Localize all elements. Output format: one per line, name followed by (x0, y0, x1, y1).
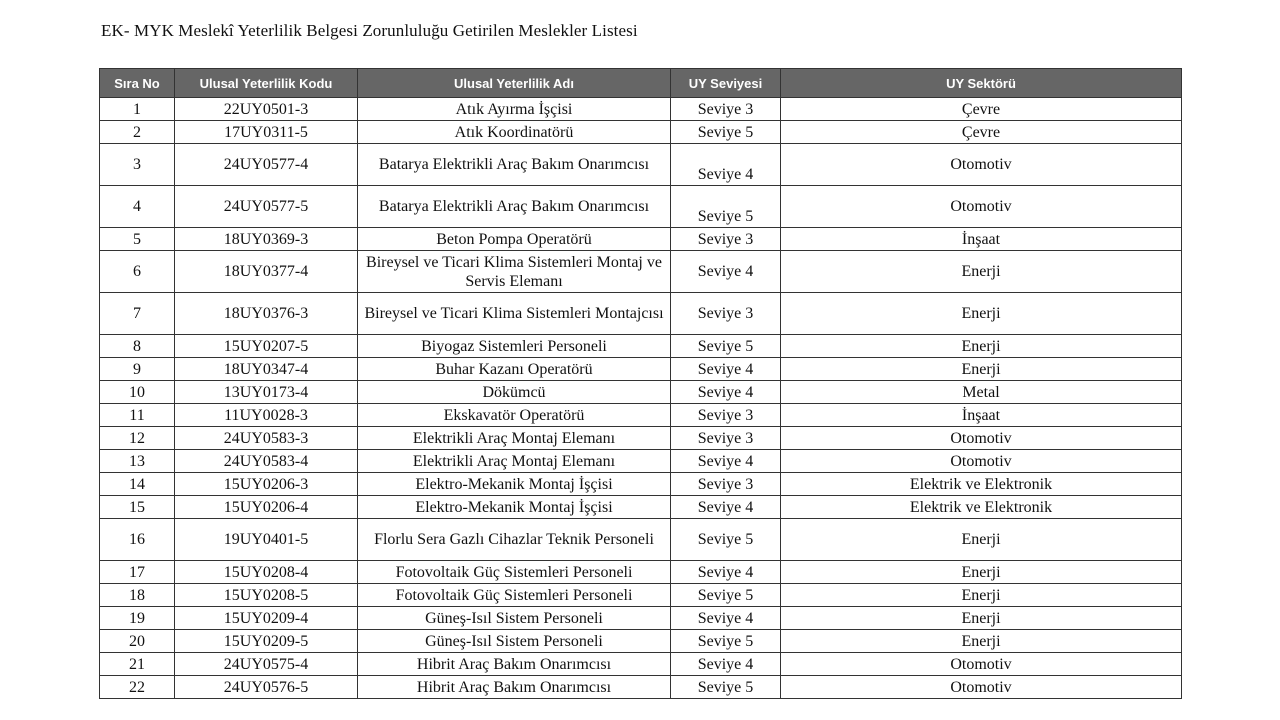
table-row (100, 653, 1182, 676)
qualification-name: Dökümcü (358, 381, 671, 404)
table-row (100, 450, 1182, 473)
table-header-row (100, 69, 1182, 98)
qualification-sector: Otomotiv (781, 653, 1182, 676)
qualification-sector: Otomotiv (781, 427, 1182, 450)
table-row (100, 228, 1182, 251)
row-number: 17 (100, 561, 175, 584)
row-number: 4 (100, 186, 175, 228)
table-row (100, 335, 1182, 358)
qualification-name: Ekskavatör Operatörü (358, 404, 671, 427)
qualification-code: 24UY0576-5 (175, 676, 358, 699)
table-row (100, 607, 1182, 630)
qualification-level: Seviye 4 (671, 381, 781, 404)
row-number: 18 (100, 584, 175, 607)
qualification-level: Seviye 4 (671, 653, 781, 676)
occupations-table (99, 68, 1182, 699)
qualification-name: Elektrikli Araç Montaj Elemanı (358, 427, 671, 450)
row-number: 21 (100, 653, 175, 676)
qualification-name: Güneş-Isıl Sistem Personeli (358, 607, 671, 630)
qualification-code: 22UY0501-3 (175, 98, 358, 121)
table-row (100, 584, 1182, 607)
qualification-code: 17UY0311-5 (175, 121, 358, 144)
qualification-code: 11UY0028-3 (175, 404, 358, 427)
qualification-level: Seviye 3 (671, 293, 781, 335)
row-number: 8 (100, 335, 175, 358)
qualification-level: Seviye 5 (671, 335, 781, 358)
qualification-level: Seviye 3 (671, 228, 781, 251)
qualification-name: Atık Ayırma İşçisi (358, 98, 671, 121)
qualification-level: Seviye 5 (671, 519, 781, 561)
qualification-code: 24UY0583-4 (175, 450, 358, 473)
qualification-level: Seviye 5 (671, 676, 781, 699)
qualification-sector: Enerji (781, 519, 1182, 561)
row-number: 9 (100, 358, 175, 381)
qualification-code: 15UY0207-5 (175, 335, 358, 358)
qualification-sector: Enerji (781, 584, 1182, 607)
qualification-level: Seviye 3 (671, 427, 781, 450)
table-row (100, 496, 1182, 519)
qualification-level: Seviye 5 (671, 584, 781, 607)
qualification-code: 18UY0369-3 (175, 228, 358, 251)
row-number: 13 (100, 450, 175, 473)
row-number: 6 (100, 251, 175, 293)
qualification-level: Seviye 3 (671, 404, 781, 427)
qualification-sector: Çevre (781, 98, 1182, 121)
qualification-level: Seviye 4 (671, 251, 781, 293)
row-number: 3 (100, 144, 175, 186)
qualification-level: Seviye 5 (671, 630, 781, 653)
qualification-level: Seviye 5 (671, 121, 781, 144)
qualification-level: Seviye 4 (671, 496, 781, 519)
qualification-name: Bireysel ve Ticari Klima Sistemleri Montaj ve Servis Elemanı (358, 251, 671, 293)
row-number: 7 (100, 293, 175, 335)
qualification-name: Hibrit Araç Bakım Onarımcısı (358, 676, 671, 699)
qualification-name: Hibrit Araç Bakım Onarımcısı (358, 653, 671, 676)
qualification-code: 15UY0208-5 (175, 584, 358, 607)
qualification-name: Elektrikli Araç Montaj Elemanı (358, 450, 671, 473)
qualification-code: 18UY0377-4 (175, 251, 358, 293)
table-row (100, 676, 1182, 699)
qualification-name: Bireysel ve Ticari Klima Sistemleri Montajcısı (358, 293, 671, 335)
header-sira-no: Sıra No (100, 69, 175, 98)
table-row (100, 121, 1182, 144)
qualification-code: 24UY0575-4 (175, 653, 358, 676)
header-sector: UY Sektörü (781, 69, 1182, 98)
table-row (100, 293, 1182, 335)
qualification-level: Seviye 5 (671, 186, 781, 228)
qualification-code: 24UY0577-4 (175, 144, 358, 186)
header-qualification-name: Ulusal Yeterlilik Adı (358, 69, 671, 98)
row-number: 19 (100, 607, 175, 630)
table-row (100, 144, 1182, 186)
table-row (100, 98, 1182, 121)
qualification-sector: Çevre (781, 121, 1182, 144)
qualification-sector: İnşaat (781, 228, 1182, 251)
qualification-sector: Enerji (781, 358, 1182, 381)
row-number: 22 (100, 676, 175, 699)
qualification-sector: Otomotiv (781, 186, 1182, 228)
qualification-code: 24UY0583-3 (175, 427, 358, 450)
qualification-sector: Otomotiv (781, 450, 1182, 473)
row-number: 5 (100, 228, 175, 251)
document-title: EK- MYK Meslekî Yeterlilik Belgesi Zorunluluğu Getirilen Meslekler Listesi (101, 21, 638, 40)
qualification-sector: İnşaat (781, 404, 1182, 427)
row-number: 10 (100, 381, 175, 404)
qualification-level: Seviye 3 (671, 98, 781, 121)
qualification-sector: Enerji (781, 607, 1182, 630)
table-row (100, 186, 1182, 228)
table-row (100, 427, 1182, 450)
qualification-name: Batarya Elektrikli Araç Bakım Onarımcısı (358, 186, 671, 228)
row-number: 15 (100, 496, 175, 519)
table-row (100, 630, 1182, 653)
table-row (100, 251, 1182, 293)
qualification-name: Güneş-Isıl Sistem Personeli (358, 630, 671, 653)
qualification-name: Elektro-Mekanik Montaj İşçisi (358, 496, 671, 519)
qualification-name: Atık Koordinatörü (358, 121, 671, 144)
qualification-sector: Otomotiv (781, 144, 1182, 186)
qualification-sector: Metal (781, 381, 1182, 404)
qualification-sector: Otomotiv (781, 676, 1182, 699)
qualification-name: Buhar Kazanı Operatörü (358, 358, 671, 381)
table-row (100, 358, 1182, 381)
row-number: 12 (100, 427, 175, 450)
row-number: 20 (100, 630, 175, 653)
qualification-name: Batarya Elektrikli Araç Bakım Onarımcısı (358, 144, 671, 186)
qualification-code: 15UY0206-4 (175, 496, 358, 519)
table-row (100, 381, 1182, 404)
qualification-level: Seviye 4 (671, 607, 781, 630)
qualification-level: Seviye 4 (671, 450, 781, 473)
qualification-level: Seviye 4 (671, 144, 781, 186)
qualification-level: Seviye 4 (671, 561, 781, 584)
table-row (100, 561, 1182, 584)
qualification-name: Fotovoltaik Güç Sistemleri Personeli (358, 561, 671, 584)
table-body (100, 98, 1182, 699)
qualification-sector: Elektrik ve Elektronik (781, 473, 1182, 496)
qualification-code: 18UY0347-4 (175, 358, 358, 381)
qualification-code: 15UY0208-4 (175, 561, 358, 584)
table-row (100, 404, 1182, 427)
header-qualification-code: Ulusal Yeterlilik Kodu (175, 69, 358, 98)
qualification-sector: Enerji (781, 293, 1182, 335)
qualification-code: 15UY0209-4 (175, 607, 358, 630)
qualification-sector: Enerji (781, 561, 1182, 584)
qualification-code: 13UY0173-4 (175, 381, 358, 404)
qualification-code: 15UY0206-3 (175, 473, 358, 496)
qualification-name: Elektro-Mekanik Montaj İşçisi (358, 473, 671, 496)
qualification-sector: Enerji (781, 630, 1182, 653)
table-row (100, 519, 1182, 561)
row-number: 1 (100, 98, 175, 121)
row-number: 11 (100, 404, 175, 427)
table-row (100, 473, 1182, 496)
qualification-code: 18UY0376-3 (175, 293, 358, 335)
qualification-level: Seviye 3 (671, 473, 781, 496)
qualification-name: Florlu Sera Gazlı Cihazlar Teknik Personeli (358, 519, 671, 561)
row-number: 2 (100, 121, 175, 144)
qualification-name: Biyogaz Sistemleri Personeli (358, 335, 671, 358)
header-level: UY Seviyesi (671, 69, 781, 98)
row-number: 16 (100, 519, 175, 561)
qualification-sector: Enerji (781, 251, 1182, 293)
qualification-code: 19UY0401-5 (175, 519, 358, 561)
qualification-name: Beton Pompa Operatörü (358, 228, 671, 251)
qualification-name: Fotovoltaik Güç Sistemleri Personeli (358, 584, 671, 607)
qualification-code: 15UY0209-5 (175, 630, 358, 653)
qualification-sector: Enerji (781, 335, 1182, 358)
qualification-level: Seviye 4 (671, 358, 781, 381)
row-number: 14 (100, 473, 175, 496)
qualification-sector: Elektrik ve Elektronik (781, 496, 1182, 519)
qualification-code: 24UY0577-5 (175, 186, 358, 228)
